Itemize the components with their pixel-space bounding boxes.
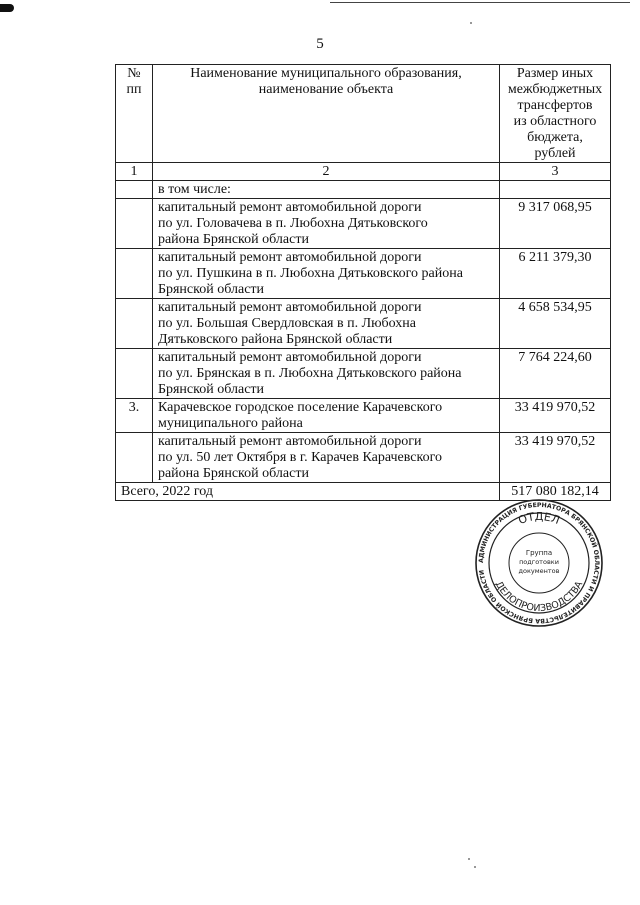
row-name-cell: Карачевское городское поселение Карачевского муниципального района (152, 399, 499, 433)
svg-text:ОТДЕЛ (516, 510, 561, 527)
seal-center-line-3: документов (518, 567, 560, 575)
scan-speck (468, 858, 470, 860)
row-amount-cell: 7 764 224,60 (500, 349, 611, 399)
row-name-cell: капитальный ремонт автомобильной дороги по ул. Пушкина в п. Любохна Дятьковского района Брянской области (152, 249, 499, 299)
header-num-text: № пп (126, 66, 142, 97)
seal-center-line-2: подготовки (519, 558, 559, 566)
seal-center-line-1: Группа (525, 549, 553, 557)
header-name-text: Наименование муниципального образования, наименование объекта (190, 66, 462, 97)
row-number-cell (116, 349, 153, 399)
seal-arc-bottom: ДЕЛОПРОИЗВОДСТВА (492, 579, 586, 615)
row-number-cell (116, 199, 153, 249)
table-row (116, 299, 611, 349)
table-row (116, 433, 611, 483)
row-amount-cell: 6 211 379,30 (500, 249, 611, 299)
table-row (116, 181, 611, 199)
row-amount-cell: 4 658 534,95 (500, 299, 611, 349)
row-number-cell: 3. (116, 399, 153, 433)
row-amount-cell: 33 419 970,52 (500, 433, 611, 483)
row-name-cell: капитальный ремонт автомобильной дороги по ул. Брянская в п. Любохна Дятьковского района Брянской области (152, 349, 499, 399)
row-amount-cell: 33 419 970,52 (500, 399, 611, 433)
table-body (116, 163, 611, 483)
row-name-cell: капитальный ремонт автомобильной дороги по ул. 50 лет Октября в г. Карачев Карачевского района Брянской области (152, 433, 499, 483)
seal-arc-top: ОТДЕЛ (516, 509, 562, 528)
department-seal-stamp (474, 498, 604, 628)
table-row (116, 249, 611, 299)
header-amount (500, 65, 611, 163)
page-number: 5 (316, 36, 324, 52)
table-row (116, 349, 611, 399)
top-rule (330, 2, 630, 3)
table-row (116, 399, 611, 433)
row-name-cell: в том числе: (152, 181, 499, 199)
row-amount-cell: 9 317 068,95 (500, 199, 611, 249)
total-label: Всего, 2022 год (116, 483, 500, 501)
column-number-2: 2 (152, 163, 499, 181)
column-number-1: 1 (116, 163, 153, 181)
scan-speck (470, 22, 472, 24)
header-num (116, 65, 153, 163)
corner-scan-mark (0, 4, 14, 12)
row-number-cell (116, 433, 153, 483)
row-number-cell (116, 299, 153, 349)
row-number-cell (116, 249, 153, 299)
seal-ring-text: АДМИНИСТРАЦИЯ ГУБЕРНАТОРА БРЯНСКОЙ ОБЛАСТИ И ПРАВИТЕЛЬСТВА БРЯНСКОЙ ОБЛАСТИ (477, 501, 601, 625)
row-amount-cell (500, 181, 611, 199)
total-amount: 517 080 182,14 (500, 483, 611, 501)
column-number-row (116, 163, 611, 181)
column-number-3: 3 (500, 163, 611, 181)
transfers-table (115, 64, 611, 501)
table-header-row (116, 65, 611, 163)
row-name-cell: капитальный ремонт автомобильной дороги по ул. Большая Свердловская в п. Любохна Дятьковского района Брянской области (152, 299, 499, 349)
row-name-cell: капитальный ремонт автомобильной дороги по ул. Головачева в п. Любохна Дятьковского района Брянской области (152, 199, 499, 249)
table-row (116, 199, 611, 249)
header-name (152, 65, 499, 163)
header-amount-text: Размер иных межбюджетных трансфертов из областного бюджета, рублей (507, 66, 603, 161)
scan-speck (474, 866, 476, 868)
row-number-cell (116, 181, 153, 199)
